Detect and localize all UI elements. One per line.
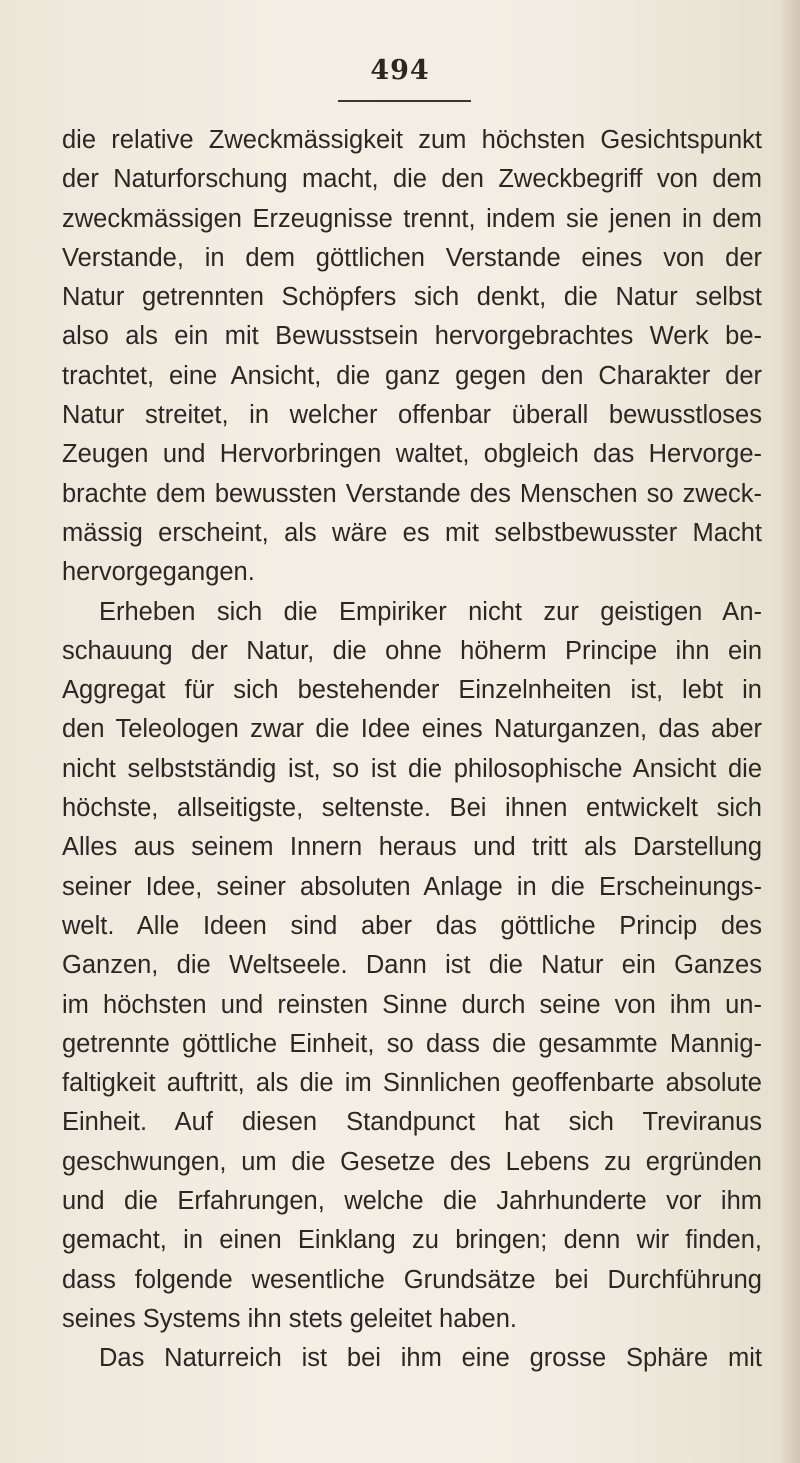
text-line: Zeugen und Hervorbringen waltet, obgleich das Hervorge- — [62, 440, 762, 469]
text-line: Erheben sich die Empiriker nicht zur geistigen An- — [99, 597, 762, 626]
text-line: Aggregat für sich bestehender Einzelnheiten ist, lebt in — [62, 676, 762, 705]
body-text — [62, 121, 762, 1379]
text-line: Einheit. Auf diesen Standpunct hat sich Treviranus — [62, 1108, 762, 1137]
text-line: im höchsten und reinsten Sinne durch seine von ihm un- — [62, 990, 762, 1019]
text-line: den Teleologen zwar die Idee eines Naturganzen, das aber — [62, 715, 762, 744]
text-line: mässig erscheint, als wäre es mit selbstbewusster Macht — [62, 518, 762, 547]
text-line: Natur getrennten Schöpfers sich denkt, die Natur selbst — [62, 283, 762, 312]
page-edge-shadow — [778, 0, 800, 1463]
text-line: gemacht, in einen Einklang zu bringen; denn wir finden, — [62, 1226, 762, 1255]
text-line: geschwungen, um die Gesetze des Lebens zu ergründen — [62, 1147, 762, 1176]
text-line: dass folgende wesentliche Grundsätze bei Durchführung — [62, 1265, 762, 1294]
text-line: Ganzen, die Weltseele. Dann ist die Natur ein Ganzes — [62, 951, 762, 980]
text-line: die relative Zweckmässigkeit zum höchsten Gesichtspunkt — [62, 126, 762, 154]
text-line: seines Systems ihn stets geleitet haben. — [62, 1304, 518, 1333]
text-line: also als ein mit Bewusstsein hervorgebrachtes Werk be- — [62, 322, 762, 351]
text-line: Das Naturreich ist bei ihm eine grosse Sphäre mit — [99, 1344, 762, 1373]
text-line: zweckmässigen Erzeugnisse trennt, indem sie jenen in dem — [62, 204, 762, 233]
text-line: seiner Idee, seiner absoluten Anlage in die Erscheinungs- — [62, 872, 762, 901]
text-line: Alles aus seinem Innern heraus und tritt als Darstellung — [62, 833, 762, 862]
text-line: Natur streitet, in welcher offenbar überall bewusstloses — [62, 401, 762, 430]
text-line: Verstande, in dem göttlichen Verstande eines von der — [62, 243, 762, 272]
text-line: trachtet, eine Ansicht, die ganz gegen den Charakter der — [62, 361, 762, 390]
text-line: brachte dem bewussten Verstande des Menschen so zweck- — [62, 479, 762, 508]
text-line: schauung der Natur, die ohne höherm Principe ihn ein — [62, 636, 762, 665]
text-line: höchste, allseitigste, seltenste. Bei ihnen entwickelt sich — [62, 794, 762, 823]
text-line: hervorgegangen. — [62, 558, 255, 587]
text-line: faltigkeit auftritt, als die im Sinnlichen geoffenbarte absolute — [62, 1069, 762, 1098]
text-line: und die Erfahrungen, welche die Jahrhunderte vor ihm — [62, 1187, 762, 1216]
page-number: 494 — [370, 55, 430, 86]
text-line: der Naturforschung macht, die den Zweckbegriff von dem — [62, 165, 762, 194]
header-rule — [338, 100, 471, 102]
text-line: nicht selbstständig ist, so ist die philosophische Ansicht die — [62, 754, 762, 783]
text-line: welt. Alle Ideen sind aber das göttliche Princip des — [62, 911, 762, 940]
text-line: getrennte göttliche Einheit, so dass die gesammte Mannig- — [62, 1029, 762, 1058]
